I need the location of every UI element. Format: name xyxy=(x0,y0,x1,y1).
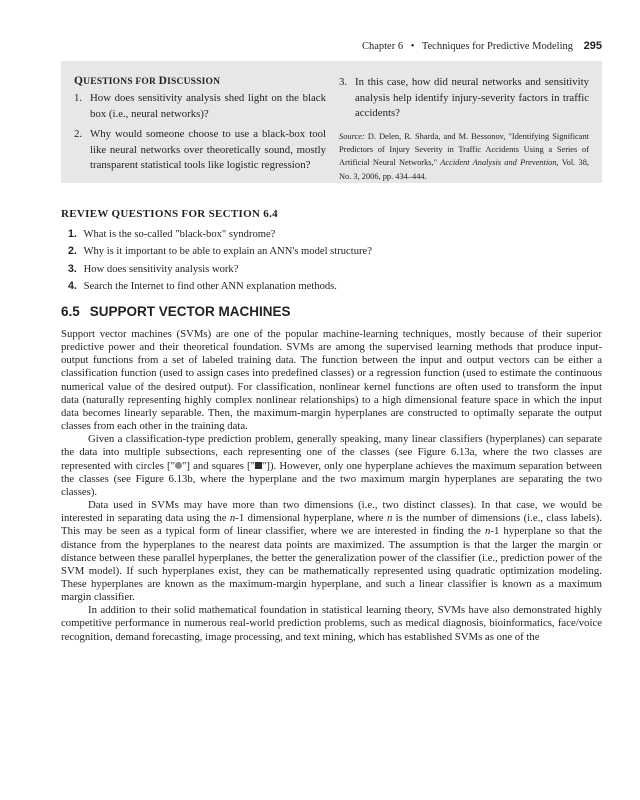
review-questions-list xyxy=(68,226,602,295)
header-separator: • xyxy=(410,41,415,52)
circle-icon xyxy=(175,462,182,469)
page-number: 295 xyxy=(583,40,602,52)
source-citation: Source: D. Delen, R. Sharda, and M. Bessonov, "Identifying Significant Predictors of Injury Severity in Traffic Accidents Using a Series of Artificial Neural Networks," Accident Analysis and Prevention, Vol. 38, No. 3, 2006, pp. 434–444. xyxy=(339,131,589,181)
review-question: 2. Why is it important to be able to explain an ANN's model structure? xyxy=(68,245,372,258)
section-number: 6.5 xyxy=(61,304,80,319)
chapter-label: Chapter 6 xyxy=(361,41,404,52)
square-icon xyxy=(255,462,262,469)
discussion-box xyxy=(61,61,602,183)
discussion-question: 2. Why would someone choose to use a black-box tool like neural networks over theoretically sound, mostly transparent statistical tools like logistic regression? xyxy=(74,128,326,172)
paragraph: Given a classification-type prediction problem, generally speaking, many linear classifiers (hyperplanes) can separate the data into multiple subsections, each representing one of the classes (see Figure 6.13a, where the two classes are represented with circles [" "] and squares [" "]). However, only one hyperplane achieves the maximum separation between the classes (see Figure 6.13b, where the hyperplane and the two maximum margin hyperplanes are separating the two classes). xyxy=(61,433,602,498)
review-question: 3. How does sensitivity analysis work? xyxy=(68,262,239,275)
discussion-left-column xyxy=(74,75,326,179)
paragraph: Data used in SVMs may have more than two dimensions (i.e., two distinct classes). In that case, we would be interested in separating data using the n-1 dimensional hyperplane, where n is the number of dimensions (i.e., class labels). This may be seen as a typical form of linear classifier, where we are interested in finding the n-1 hyperplane so that the distance from the hyperplanes to the nearest data points are maximized. The assumption is that the larger the margin or distance between these parallel hyperplanes, the better the generalization power of the classifier (i.e., prediction power of the SVM model). If such hyperplanes exist, they can be mathematically represented using quadratic optimization modeling. These hyperplanes are known as the maximum-margin hyperplane, and such a linear classifier is known as a maximum margin classifier. xyxy=(61,499,602,604)
discussion-right-column xyxy=(339,75,589,183)
section-title: SUPPORT VECTOR MACHINES xyxy=(89,304,291,319)
section-body xyxy=(61,328,602,644)
discussion-question: 1. How does sensitivity analysis shed light on the black box (i.e., neural networks)? xyxy=(74,92,326,120)
paragraph: In addition to their solid mathematical foundation in statistical learning theory, SVMs have also demonstrated highly competitive performance in numerous real-world prediction problems, such as medical diagnosis, bioinformatics, face/voice recognition, demand forecasting, image processing, and text mining, which has established SVMs as one of the xyxy=(61,604,602,643)
paragraph: Support vector machines (SVMs) are one of the popular machine-learning techniques, mostly because of their superior predictive power and their theoretical foundation. SVMs are among the supervised learning methods that produce input-output functions from a set of labeled training data. The function between the input and output vectors can be either a classification function (used to assign cases into predefined classes) or a regression function (used to estimate the continuous numerical value of the desired output). For classification, nonlinear kernel functions are often used to transform the input data (naturally representing highly complex nonlinear relationships) to a high dimensional feature space in which the input data becomes linearly separable. Then, the maximum-margin hyperplanes are constructed to optimally separate the output classes from each other in the training data. xyxy=(61,328,602,433)
section-heading xyxy=(61,304,291,319)
chapter-title: Techniques for Predictive Modeling xyxy=(421,41,574,52)
review-question: 1. What is the so-called "black-box" syndrome? xyxy=(68,228,276,240)
review-question: 4. Search the Internet to find other ANN explanation methods. xyxy=(68,279,337,292)
review-questions-title: REVIEW QUESTIONS FOR SECTION 6.4 xyxy=(61,208,278,220)
discussion-title: QUESTIONS FOR DISCUSSION xyxy=(74,75,221,87)
discussion-question: 3. In this case, how did neural networks and sensitivity analysis help identify injury-severity factors in traffic accidents? xyxy=(339,76,589,120)
running-head xyxy=(0,40,602,52)
